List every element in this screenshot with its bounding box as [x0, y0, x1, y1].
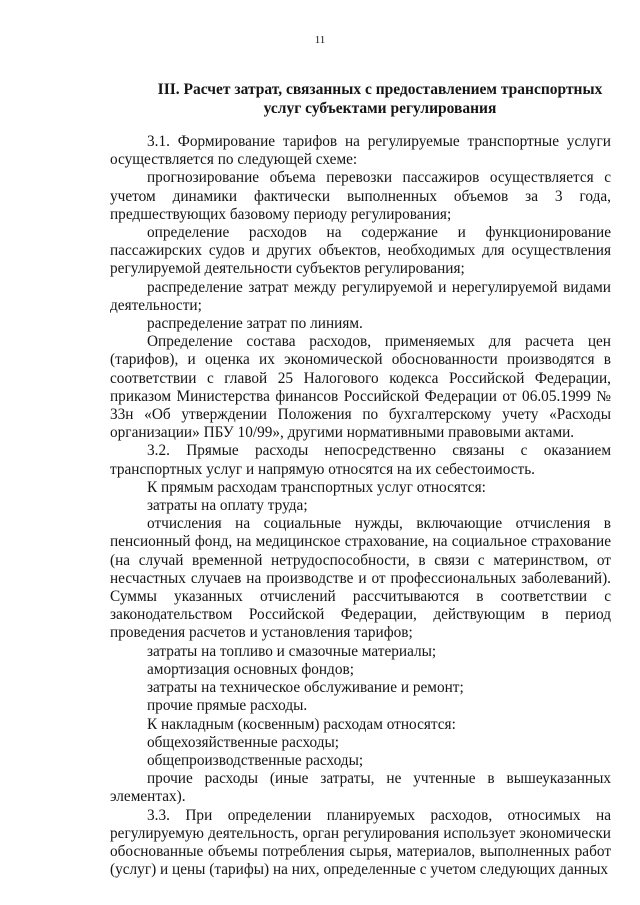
document-body [110, 133, 611, 879]
section-title-line-1: III. Расчет затрат, связанных с предоставлением транспортных [157, 81, 603, 98]
page-number: 11 [314, 34, 326, 46]
section-title [110, 80, 640, 118]
paragraph: затраты на техническое обслуживание и ремонт; [147, 679, 464, 697]
paragraph: прогнозирование объема перевозки пассажиров осуществляется с учетом динамики фактически выполненных объемов за 3 года, предшествующих базовому периоду регулирования; [110, 169, 611, 223]
paragraph: общепроизводственные расходы; [147, 751, 364, 769]
paragraph: затраты на топливо и смазочные материалы; [147, 642, 437, 660]
paragraph: прочие прямые расходы. [147, 697, 308, 715]
paragraph: 3.1. Формирование тарифов на регулируемые транспортные услуги осуществляется по следующей схеме: [110, 133, 611, 169]
paragraph: амортизация основных фондов; [147, 660, 354, 678]
paragraph: 3.3. При определении планируемых расходов, относимых на регулируемую деятельность, орган регулирования использует экономически обоснованные объемы потребления сырья, материалов, выполненных работ (услуг) и цены (тарифы) на них, определенные с учетом следующих данных [110, 806, 611, 879]
paragraph: общехозяйственные расходы; [147, 733, 340, 751]
section-title-line-2: услуг субъектами регулирования [263, 100, 497, 117]
paragraph: 3.2. Прямые расходы непосредственно связаны с оказанием транспортных услуг и напрямую относятся на их себестоимость. [110, 442, 611, 478]
paragraph: К накладным (косвенным) расходам относятся: [147, 715, 456, 733]
paragraph: Определение состава расходов, применяемых для расчета цен (тарифов), и оценка их экономической обоснованности производятся в соответствии с главой 25 Налогового кодекса Российской Федерации, приказом Министерства финансов Российской Федерации от 06.05.1999 № 33н «Об утверждении Положения по бухгалтерскому учету «Расходы организации» ПБУ 10/99», другими нормативными правовыми актами. [110, 333, 611, 442]
paragraph: К прямым расходам транспортных услуг относятся: [147, 478, 486, 496]
paragraph: затраты на оплату труда; [147, 497, 308, 515]
paragraph: прочие расходы (иные затраты, не учтенные в вышеуказанных элементах). [110, 770, 611, 806]
paragraph: определение расходов на содержание и функционирование пассажирских судов и других объектов, необходимых для осуществления регулируемой деятельности субъектов регулирования; [110, 224, 611, 278]
paragraph: распределение затрат по линиям. [147, 315, 363, 333]
paragraph: распределение затрат между регулируемой и нерегулируемой видами деятельности; [110, 278, 611, 314]
paragraph: отчисления на социальные нужды, включающие отчисления в пенсионный фонд, на медицинское страхование, на социальное страхование (на случай временной нетрудоспособности, в связи с материнством, от несчастных случаев на производстве и от профессиональных заболеваний). Суммы указанных отчислений рассчитываются в соответствии с законодательством Российской Федерации, действующим в период проведения расчетов и установления тарифов; [110, 515, 611, 642]
